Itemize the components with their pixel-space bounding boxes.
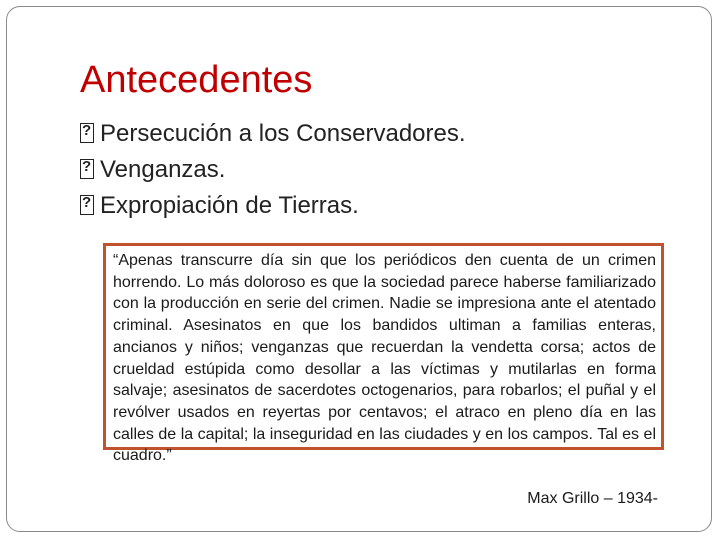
bullet-text: Expropiación de Tierras.: [100, 192, 359, 219]
bullet-item: [80, 152, 466, 188]
bullet-item: [80, 116, 466, 152]
square-bullet-icon: [80, 195, 94, 215]
quote-text: “Apenas transcurre día sin que los periódicos den cuenta de un crimen horrendo. Lo más doloroso es que la sociedad parece haberse familiarizado con la producción en serie del crimen. Nadie se impresiona ante el atentado criminal. Asesinatos en que los bandidos ultiman a familias enteras, ancianos y niños; venganzas que recuerdan la vendetta corsa; actos de crueldad estúpida como desollar a las víctimas y mutilarlas en forma salvaje; asesinatos de sacerdotes octogenarios, para robarlos; el puñal y el revólver usados en reyertas por centavos; el atraco en pleno día en las calles de la capital; la inseguridad en las ciudades y en los campos. Tal es el cuadro.”: [113, 252, 656, 465]
square-bullet-icon: [80, 159, 94, 179]
bullet-item: [80, 188, 466, 224]
square-bullet-icon: [80, 123, 94, 143]
bullet-text: Venganzas.: [100, 156, 226, 183]
bullet-list: [80, 116, 466, 224]
bullet-text: Persecución a los Conservadores.: [100, 120, 466, 147]
slide-title: Antecedentes: [80, 59, 313, 101]
quote-author: Max Grillo – 1934-: [527, 490, 658, 507]
